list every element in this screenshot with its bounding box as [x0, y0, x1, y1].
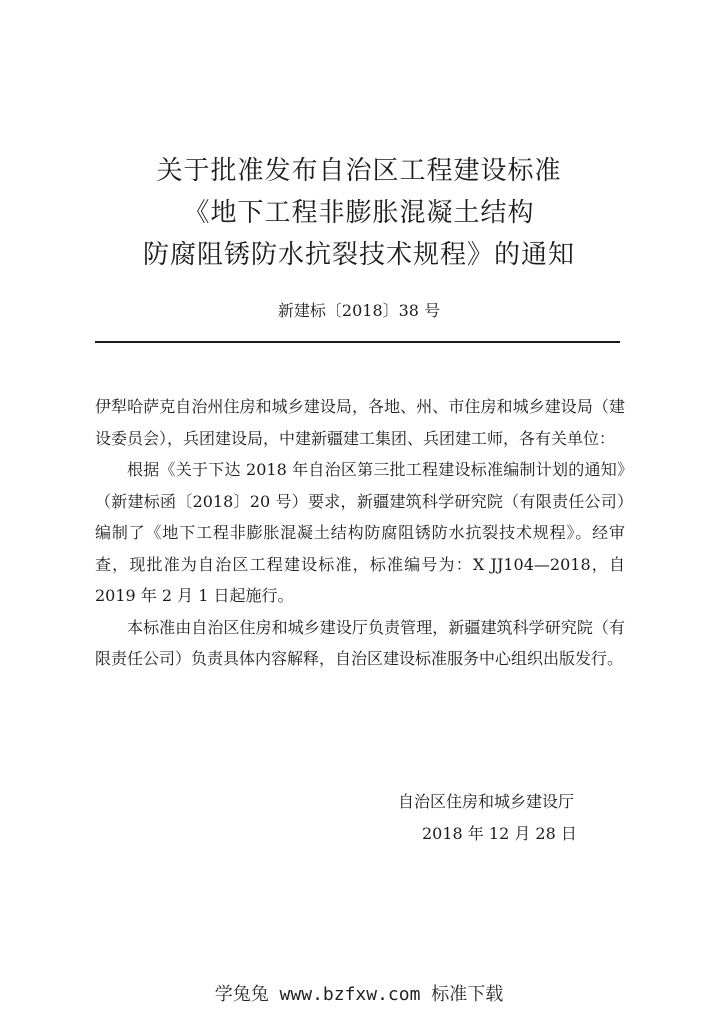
title-line-3: 防腐阻锈防水抗裂技术规程》的通知	[142, 240, 575, 270]
addressees-paragraph: 伊犁哈萨克自治州住房和城乡建设局，各地、州、市住房和城乡建设局（建设委员会），兵团建设局，中建新疆建工集团、兵团建工师，各有关单位：	[95, 397, 625, 448]
document-title	[0, 150, 718, 276]
title-line-2: 《地下工程非膨胀混凝土结构	[183, 198, 535, 228]
footer-watermark: 学兔兔 www.bzfxw.com 标准下载	[214, 984, 504, 1005]
title-line-1: 关于批准发布自治区工程建设标准	[156, 156, 562, 186]
issuing-organization: 自治区住房和城乡建设厅	[398, 792, 575, 811]
issue-date: 2018 年 12 月 28 日	[422, 824, 577, 843]
document-body	[95, 391, 625, 675]
signature-block	[380, 786, 600, 850]
header-divider	[95, 341, 620, 343]
management-paragraph: 本标准由自治区住房和城乡建设厅负责管理，新疆建筑科学研究院（有限责任公司）负责具体内容解释，自治区建设标准服务中心组织出版发行。	[95, 617, 625, 668]
document-number: 新建标〔2018〕38 号	[277, 301, 441, 320]
approval-paragraph: 根据《关于下达 2018 年自治区第三批工程建设标准编制计划的通知》（新建标函〔2018〕20 号）要求，新疆建筑科学研究院（有限责任公司）编制了《地下工程非膨胀混凝土结构防腐阻锈防水抗裂技术规程》。经审查，现批准为自治区工程建设标准，标准编号为：X JJ104—2018，自 2019 年 2 月 1 日起施行。	[95, 460, 625, 605]
